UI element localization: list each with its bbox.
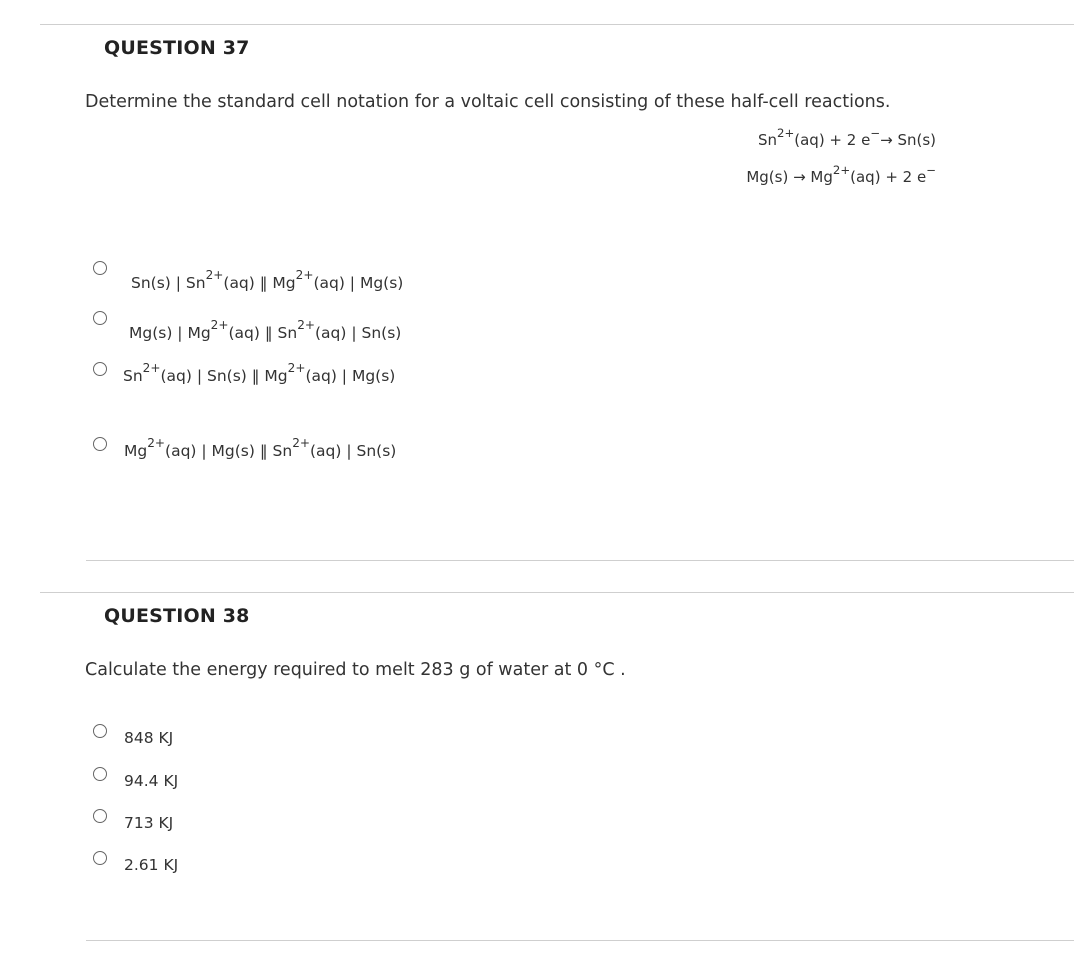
question-38-title: QUESTION 38	[104, 605, 250, 627]
half-reaction-2: $Mg(s) \to Mg^{2+}(aq) + 2$ e−	[746, 162, 936, 186]
radio-button-icon[interactable]	[93, 261, 107, 275]
question-37-title: QUESTION 37	[104, 37, 250, 59]
question-38-prompt: Calculate the energy required to melt 283 g of water at 0 °C .	[85, 660, 626, 680]
radio-button-icon[interactable]	[93, 809, 107, 823]
question-38-top-divider	[40, 592, 1074, 593]
option-label: $Sn^{2+}(aq)$ | Sn(s) ‖ $Mg^{2+}(aq)$ | Mg(s)	[123, 360, 396, 385]
option-label: 2.61 KJ	[124, 855, 179, 874]
question-37-bottom-divider	[86, 560, 1074, 561]
q38-option-4[interactable]	[93, 851, 179, 874]
radio-button-icon[interactable]	[93, 362, 107, 376]
option-label: Sn(s) | $Sn^{2+}(aq)$ ‖ $Mg^{2+}(aq)$ | Mg(s)	[131, 267, 404, 292]
radio-button-icon[interactable]	[93, 311, 107, 325]
q38-option-2[interactable]	[93, 767, 179, 790]
option-label: $Mg^{2+}(aq)$ | Mg(s) ‖ $Sn^{2+}(aq)$ | Sn(s)	[124, 435, 397, 460]
q37-option-2[interactable]	[93, 311, 402, 342]
option-label: 713 KJ	[124, 813, 174, 832]
q38-option-1[interactable]	[93, 724, 174, 747]
option-label: 848 KJ	[124, 728, 174, 747]
half-reaction-1: $Sn^{2+}(aq) + 2$ e−→ Sn(s)	[757, 125, 936, 149]
question-38-bottom-divider	[86, 940, 1074, 941]
q37-option-3[interactable]	[93, 360, 396, 385]
option-label: Mg(s) | $Mg^{2+}(aq)$ ‖ $Sn^{2+}(aq)$ | Sn(s)	[129, 317, 402, 342]
question-37-prompt: Determine the standard cell notation for a voltaic cell consisting of these half-cell reactions.	[85, 92, 891, 112]
question-37-top-divider	[40, 24, 1074, 25]
radio-button-icon[interactable]	[93, 767, 107, 781]
q37-option-1[interactable]	[93, 261, 404, 292]
q38-option-3[interactable]	[93, 809, 174, 832]
radio-button-icon[interactable]	[93, 851, 107, 865]
radio-button-icon[interactable]	[93, 724, 107, 738]
option-label: 94.4 KJ	[124, 771, 179, 790]
q37-option-4[interactable]	[93, 435, 397, 460]
radio-button-icon[interactable]	[93, 437, 107, 451]
